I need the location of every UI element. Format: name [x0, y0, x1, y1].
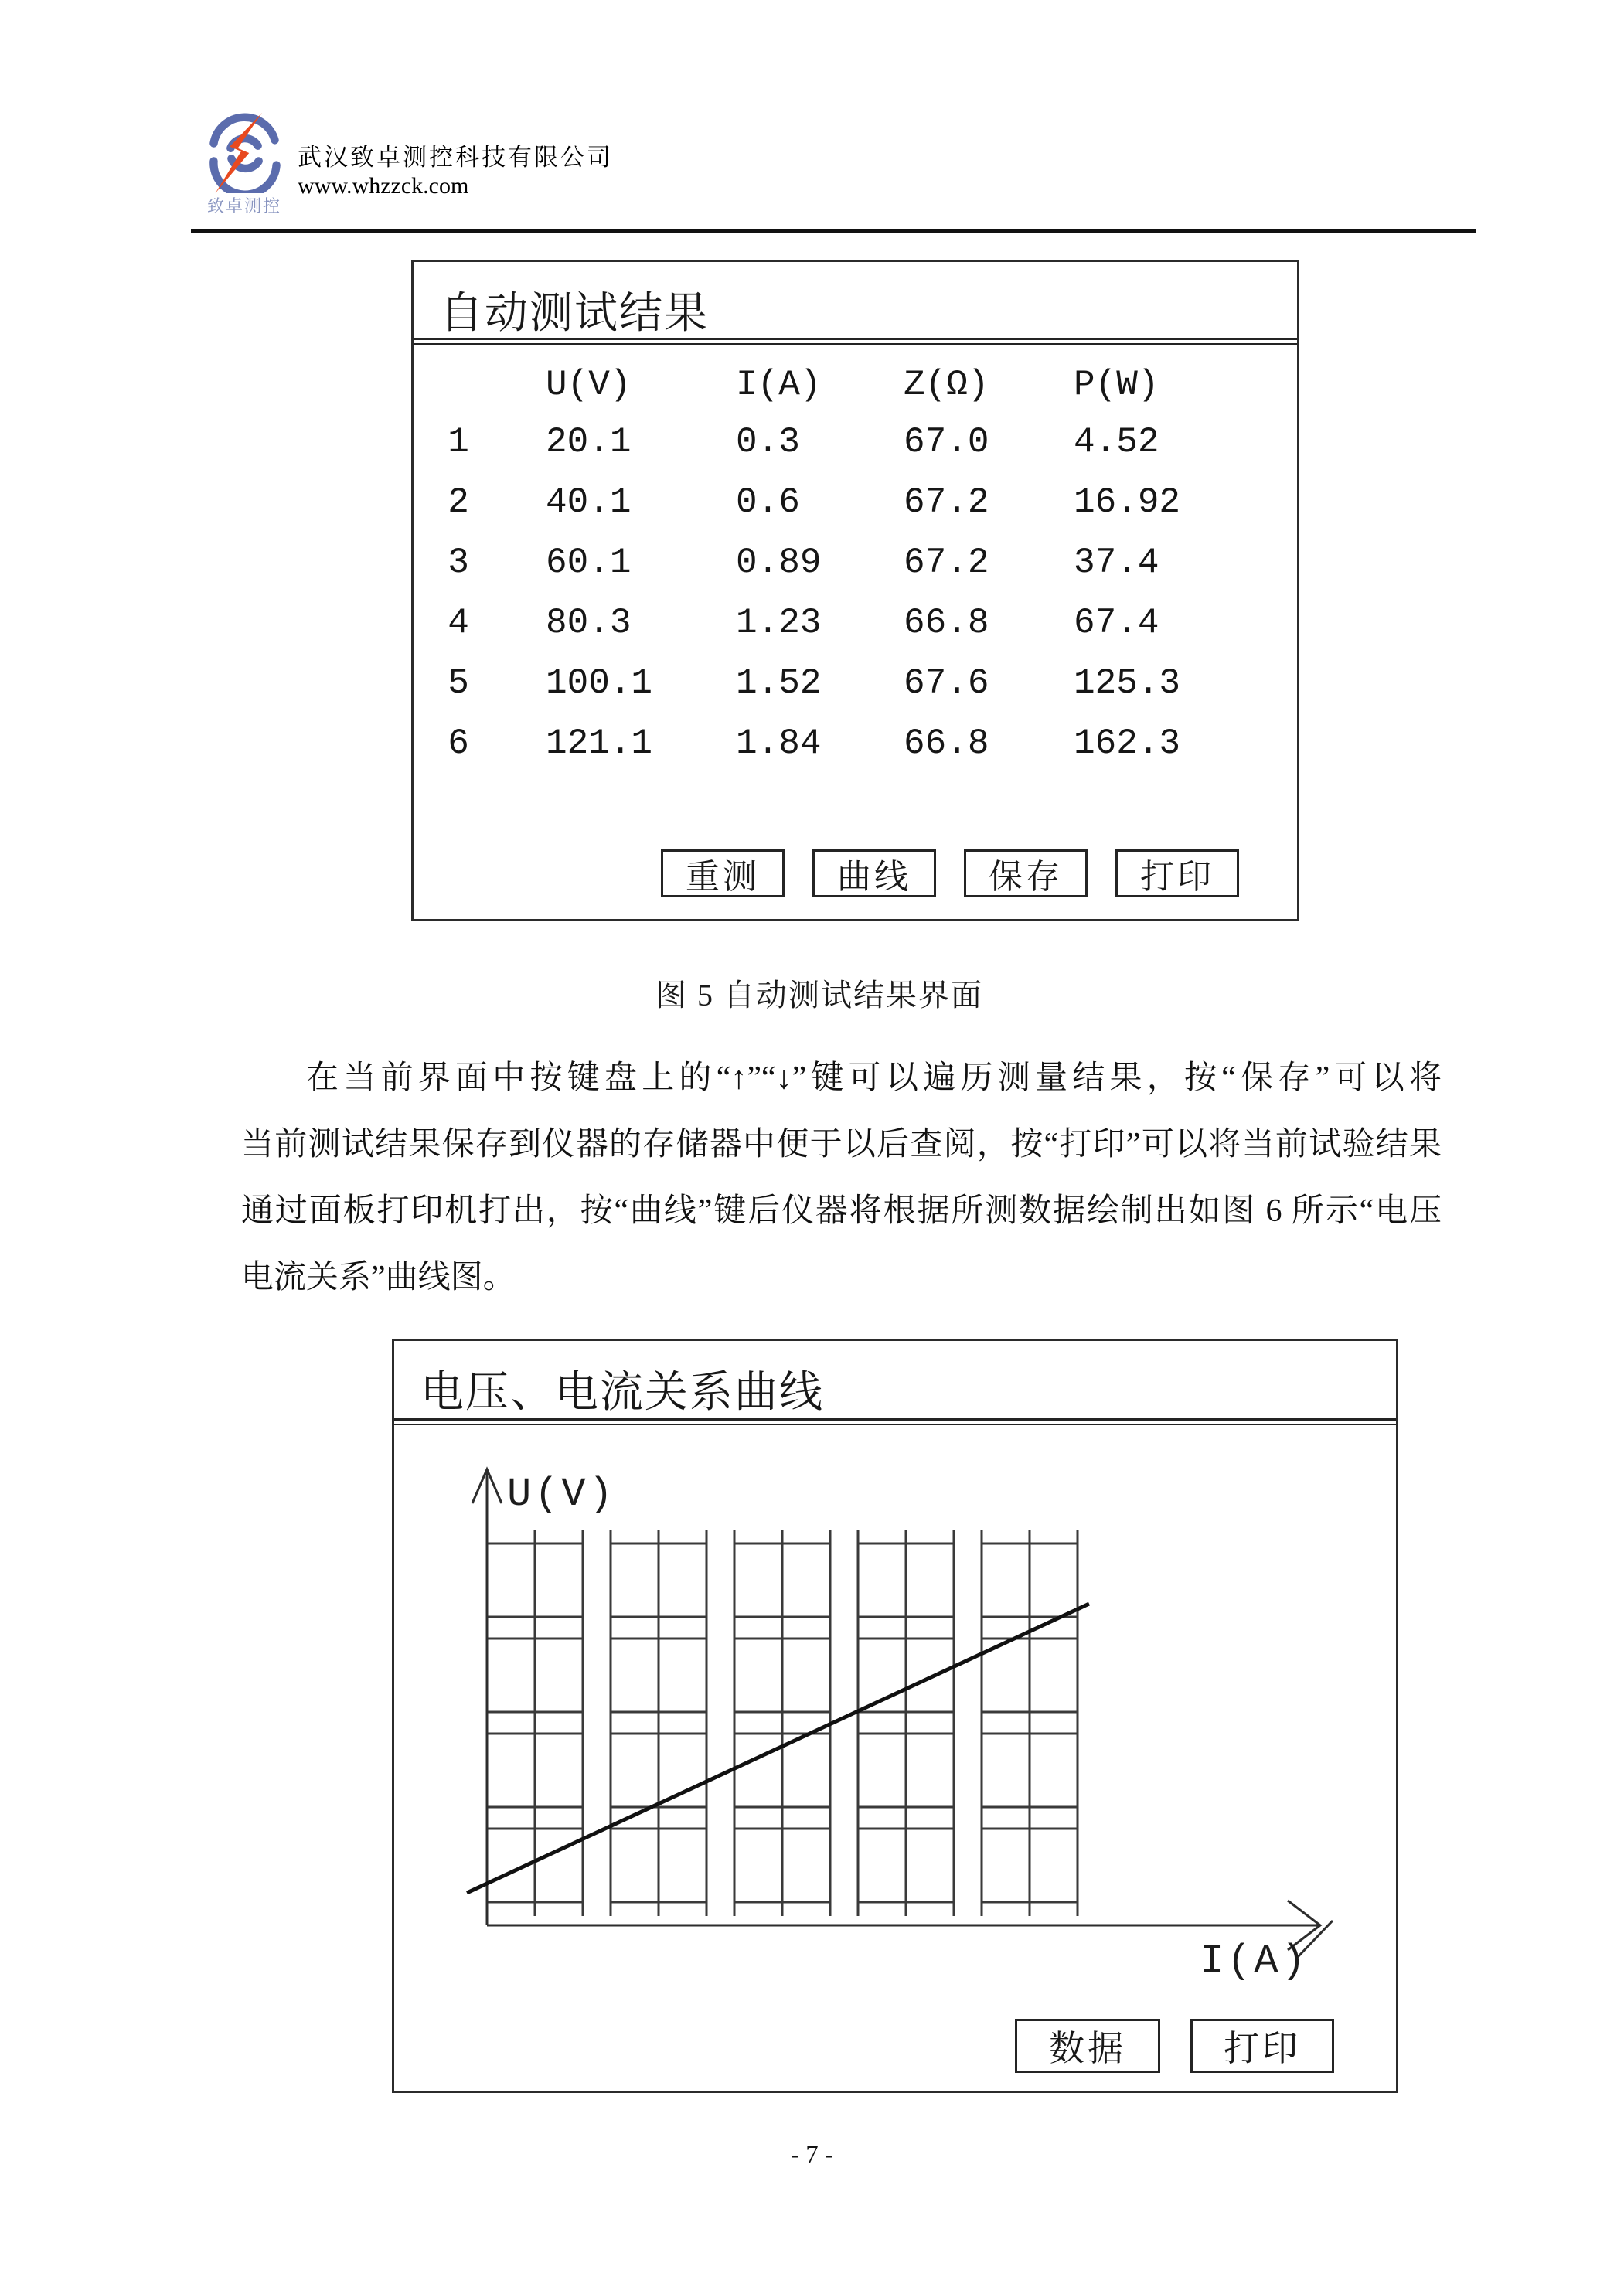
table-header-impedance: Z(Ω) — [904, 365, 989, 405]
row-index: 2 — [448, 482, 469, 522]
cell-power: 125.3 — [1074, 663, 1181, 703]
screen1-title-separator — [414, 338, 1297, 345]
cell-impedance: 66.8 — [904, 603, 989, 643]
cell-power: 162.3 — [1074, 723, 1181, 764]
print-button[interactable]: 打印 — [1115, 849, 1239, 897]
retest-button[interactable]: 重测 — [661, 849, 785, 897]
cell-current: 0.6 — [736, 482, 800, 522]
company-website: www.whzzck.com — [298, 173, 469, 199]
cell-power: 67.4 — [1074, 603, 1159, 643]
cell-current: 0.3 — [736, 422, 800, 462]
figure5-caption: 图 5 自动测试结果界面 — [655, 978, 983, 1012]
table-header-row — [431, 358, 1274, 412]
x-axis-label: I(A) — [1200, 1938, 1309, 1984]
cell-voltage: 40.1 — [546, 482, 632, 522]
print-button2[interactable]: 打印 — [1190, 2019, 1334, 2073]
uv-curve-screen — [392, 1339, 1398, 2093]
screen1-title: 自动测试结果 — [440, 288, 709, 337]
paragraph-line: 在当前界面中按键盘上的“↑”“↓”键可以遍历测量结果，按“保存”可以将 — [306, 1060, 1442, 1096]
cell-current: 1.84 — [736, 723, 822, 764]
table-row — [431, 713, 1274, 774]
cell-impedance: 66.8 — [904, 723, 989, 764]
row-index: 6 — [448, 723, 469, 764]
table-row — [431, 472, 1274, 533]
row-index: 3 — [448, 543, 469, 583]
y-axis-label: U(V) — [507, 1472, 616, 1517]
cell-impedance: 67.0 — [904, 422, 989, 462]
cell-power: 37.4 — [1074, 543, 1159, 583]
cell-current: 1.52 — [736, 663, 822, 703]
company-logo — [204, 113, 284, 193]
cell-power: 16.92 — [1074, 482, 1181, 522]
screen2-title: 电压、电流关系曲线 — [420, 1367, 824, 1416]
cell-voltage: 100.1 — [546, 663, 653, 703]
body-paragraph — [241, 1045, 1442, 1311]
table-row — [431, 653, 1274, 713]
uv-curve-chart — [394, 1426, 1396, 2091]
cell-current: 1.23 — [736, 603, 822, 643]
cell-impedance: 67.6 — [904, 663, 989, 703]
paragraph-line: 通过面板打印机打出，按“曲线”键后仪器将根据所测数据绘制出如图 6 所示“电压 — [241, 1193, 1442, 1229]
chart-grid — [487, 1530, 1078, 1916]
table-row — [431, 533, 1274, 593]
table-header-voltage: U(V) — [546, 365, 632, 405]
auto-test-results-screen — [411, 260, 1299, 921]
screen2-title-separator — [394, 1418, 1396, 1425]
cell-current: 0.89 — [736, 543, 822, 583]
table-row — [431, 412, 1274, 472]
table-row — [431, 593, 1274, 653]
cell-voltage: 80.3 — [546, 603, 632, 643]
row-index: 5 — [448, 663, 469, 703]
row-index: 4 — [448, 603, 469, 643]
cell-voltage: 60.1 — [546, 543, 632, 583]
data-button[interactable]: 数据 — [1015, 2019, 1160, 2073]
cell-impedance: 67.2 — [904, 543, 989, 583]
row-index: 1 — [448, 422, 469, 462]
cell-impedance: 67.2 — [904, 482, 989, 522]
uv-data-line — [467, 1604, 1089, 1893]
company-name: 武汉致卓测控科技有限公司 — [298, 144, 613, 171]
results-table — [431, 358, 1274, 774]
table-header-power: P(W) — [1074, 365, 1159, 405]
cell-voltage: 20.1 — [546, 422, 632, 462]
cell-voltage: 121.1 — [546, 723, 653, 764]
paragraph-line: 当前测试结果保存到仪器的存储器中便于以后查阅，按“打印”可以将当前试验结果 — [241, 1127, 1442, 1162]
save-button[interactable]: 保存 — [964, 849, 1088, 897]
curve-button[interactable]: 曲线 — [812, 849, 936, 897]
page-number: - 7 - — [791, 2141, 833, 2169]
header-divider — [191, 229, 1476, 233]
logo-text: 致卓测控 — [206, 196, 281, 216]
cell-power: 4.52 — [1074, 422, 1159, 462]
paragraph-line: 电流关系”曲线图。 — [241, 1260, 516, 1295]
table-header-current: I(A) — [736, 365, 822, 405]
